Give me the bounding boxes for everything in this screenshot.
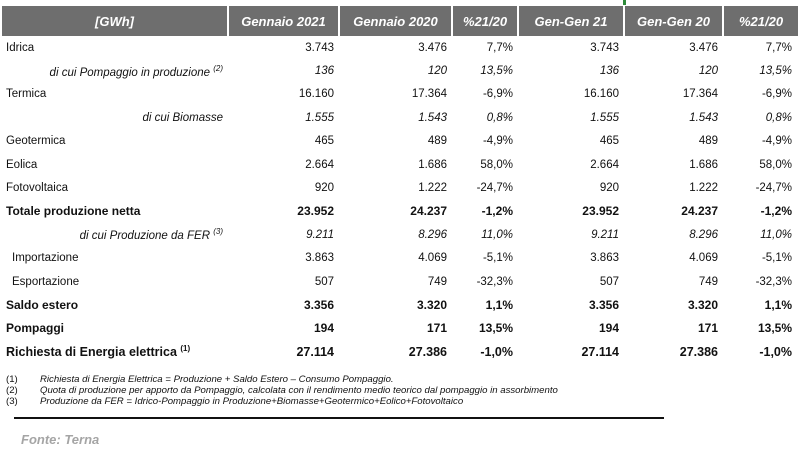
cell-value: 4.069 bbox=[689, 252, 718, 265]
cell-value: -24,7% bbox=[755, 182, 792, 195]
cell-value: 23.952 bbox=[297, 204, 334, 219]
header-unit: [GWh] bbox=[2, 6, 229, 36]
cell-value: 3.356 bbox=[303, 297, 334, 312]
cell-value: 0,8% bbox=[486, 111, 513, 124]
cell-value: 136 bbox=[599, 65, 619, 78]
cell-value: -4,9% bbox=[761, 135, 792, 148]
cell-value: 194 bbox=[313, 321, 334, 336]
cell-value: 1.686 bbox=[689, 158, 718, 171]
cell-value: 1,1% bbox=[485, 297, 513, 312]
cell-value: 4.069 bbox=[418, 252, 447, 265]
cell-value: 1.555 bbox=[590, 111, 619, 124]
cell-value: 3.356 bbox=[588, 297, 619, 312]
row-label-text: Pompaggi bbox=[6, 321, 65, 336]
row-label bbox=[2, 135, 229, 147]
cell-value: -6,9% bbox=[482, 88, 513, 101]
row-label-text: Totale produzione netta bbox=[6, 204, 141, 219]
footnote-ref: (1) bbox=[180, 344, 191, 354]
cell-value: 27.114 bbox=[581, 344, 619, 359]
cell-value: 8.296 bbox=[418, 228, 447, 241]
cell-value: 7,7% bbox=[486, 41, 513, 54]
row-label-text: Saldo estero bbox=[6, 297, 79, 312]
cell-value: 16.160 bbox=[583, 88, 619, 101]
cell-value: 11,0% bbox=[481, 228, 513, 241]
row-label-text: Idrica bbox=[6, 41, 35, 54]
row-label-text: Fotovoltaica bbox=[6, 182, 69, 195]
cell-value: 9.211 bbox=[591, 228, 619, 241]
cell-value: 17.364 bbox=[411, 88, 447, 101]
cell-value: 749 bbox=[427, 275, 447, 288]
row-label-text: di cui Biomasse bbox=[142, 111, 223, 124]
cell-value: 920 bbox=[599, 182, 619, 195]
footnote bbox=[6, 385, 558, 396]
cell-value: -32,3% bbox=[476, 275, 513, 288]
table-row bbox=[2, 106, 798, 129]
table-row bbox=[2, 153, 798, 176]
cell-value: 3.320 bbox=[687, 297, 718, 312]
footnote-number: (1) bbox=[6, 374, 18, 385]
cell-value: 920 bbox=[314, 182, 334, 195]
cell-value: 16.160 bbox=[298, 88, 334, 101]
cell-value: 7,7% bbox=[765, 41, 792, 54]
energy-table bbox=[2, 6, 798, 363]
cell-value: 465 bbox=[314, 135, 334, 148]
row-label bbox=[2, 159, 229, 171]
footnote bbox=[6, 396, 558, 407]
row-label-text: Esportazione bbox=[12, 275, 80, 288]
table-row bbox=[2, 247, 798, 270]
cell-value: 120 bbox=[698, 65, 718, 78]
row-label bbox=[2, 88, 229, 100]
cell-value: 13,5% bbox=[478, 321, 513, 336]
cell-value: 2.664 bbox=[590, 158, 619, 171]
header-pct-month: %21/20 bbox=[453, 6, 519, 36]
cell-value: -5,1% bbox=[761, 252, 792, 265]
cell-value: 1.222 bbox=[689, 182, 718, 195]
cell-value: 23.952 bbox=[582, 204, 619, 219]
cell-value: 1.555 bbox=[305, 111, 334, 124]
row-label-text: di cui Produzione da FER bbox=[79, 230, 211, 243]
cell-value: 3.476 bbox=[689, 41, 718, 54]
cell-value: 13,5% bbox=[480, 65, 513, 78]
cell-value: -1,2% bbox=[760, 204, 792, 219]
cell-value: -1,2% bbox=[481, 204, 513, 219]
cell-value: -4,9% bbox=[482, 135, 513, 148]
cell-value: 136 bbox=[314, 65, 334, 78]
table-body bbox=[2, 36, 798, 363]
cell-value: -5,1% bbox=[482, 252, 513, 265]
row-label bbox=[2, 42, 229, 54]
footnotes bbox=[6, 374, 558, 407]
table-row bbox=[2, 293, 798, 316]
cell-value: 3.320 bbox=[416, 297, 447, 312]
footnote-number: (3) bbox=[6, 396, 18, 407]
cell-value: 27.386 bbox=[408, 344, 447, 359]
row-label bbox=[2, 112, 229, 124]
cell-value: 11,0% bbox=[760, 228, 792, 241]
table-row bbox=[2, 317, 798, 340]
row-label bbox=[2, 182, 229, 194]
footnote-number: (2) bbox=[6, 385, 18, 396]
cell-value: -6,9% bbox=[761, 88, 792, 101]
row-label-text: Importazione bbox=[12, 252, 79, 265]
header-gennaio-2021: Gennaio 2021 bbox=[229, 6, 340, 36]
table-row bbox=[2, 176, 798, 199]
cell-value: 3.743 bbox=[590, 41, 619, 54]
row-label-text: Termica bbox=[6, 88, 47, 101]
cell-value: 13,5% bbox=[759, 65, 792, 78]
table-row bbox=[2, 340, 798, 363]
source-label: Fonte: Terna bbox=[21, 432, 100, 447]
cell-value: 120 bbox=[427, 65, 447, 78]
table-row bbox=[2, 223, 798, 246]
row-label bbox=[2, 276, 229, 288]
cell-value: 2.664 bbox=[305, 158, 334, 171]
table-row bbox=[2, 36, 798, 59]
header-gen-gen-20: Gen-Gen 20 bbox=[625, 6, 724, 36]
row-label bbox=[2, 321, 229, 335]
cell-value: 465 bbox=[599, 135, 619, 148]
row-label bbox=[2, 344, 229, 359]
cell-value: 8.296 bbox=[689, 228, 718, 241]
cell-value: 1.543 bbox=[689, 111, 718, 124]
cell-value: 24.237 bbox=[410, 204, 447, 219]
header-gen-gen-21: Gen-Gen 21 bbox=[519, 6, 625, 36]
cell-value: 489 bbox=[427, 135, 447, 148]
cell-value: 58,0% bbox=[759, 158, 792, 171]
row-label-text: Eolica bbox=[6, 158, 38, 171]
table-row bbox=[2, 59, 798, 82]
cell-value: 3.863 bbox=[305, 252, 334, 265]
table-row bbox=[2, 270, 798, 293]
cell-value: 3.863 bbox=[590, 252, 619, 265]
footnote-ref: (3) bbox=[213, 227, 223, 237]
table-row bbox=[2, 83, 798, 106]
cell-value: 507 bbox=[599, 275, 619, 288]
footnote-text: Quota di produzione per apporto da Pompaggio, calcolata con il rendimento medio teorico dal pompaggio in assorbimento bbox=[40, 385, 558, 396]
header-pct-ytd: %21/20 bbox=[724, 6, 798, 36]
cell-value: 3.743 bbox=[305, 41, 334, 54]
row-label-text: Geotermica bbox=[6, 135, 66, 148]
row-label bbox=[2, 298, 229, 312]
cell-value: 1,1% bbox=[764, 297, 792, 312]
cell-value: 489 bbox=[698, 135, 718, 148]
cell-value: -32,3% bbox=[755, 275, 792, 288]
cell-value: 171 bbox=[426, 321, 447, 336]
cell-value: 171 bbox=[697, 321, 718, 336]
cell-value: 194 bbox=[598, 321, 619, 336]
row-label bbox=[2, 252, 229, 264]
cell-value: -1,0% bbox=[480, 344, 513, 359]
row-label bbox=[2, 64, 229, 79]
row-label bbox=[2, 227, 229, 242]
table-row bbox=[2, 200, 798, 223]
cell-value: -1,0% bbox=[759, 344, 792, 359]
cell-value: -24,7% bbox=[476, 182, 513, 195]
row-label bbox=[2, 204, 229, 218]
cell-value: 1.543 bbox=[418, 111, 447, 124]
footnote-text: Produzione da FER = Idrico-Pompaggio in Produzione+Biomasse+Geotermico+Eolico+Fotovoltaico bbox=[40, 396, 464, 407]
cell-value: 17.364 bbox=[682, 88, 718, 101]
cell-value: 1.686 bbox=[418, 158, 447, 171]
cell-value: 27.114 bbox=[296, 344, 334, 359]
cell-value: 13,5% bbox=[757, 321, 792, 336]
cell-value: 27.386 bbox=[679, 344, 718, 359]
table-row bbox=[2, 130, 798, 153]
corner-mark bbox=[623, 0, 626, 5]
footnote-text: Richiesta di Energia Elettrica = Produzione + Saldo Estero – Consumo Pompaggio. bbox=[40, 374, 394, 385]
cell-value: 58,0% bbox=[480, 158, 513, 171]
cell-value: 9.211 bbox=[306, 228, 334, 241]
cell-value: 0,8% bbox=[765, 111, 792, 124]
footnote-ref: (2) bbox=[213, 63, 223, 73]
cell-value: 507 bbox=[314, 275, 334, 288]
row-label-text: Richiesta di Energia elettrica bbox=[6, 345, 177, 360]
table-header bbox=[2, 6, 798, 36]
divider bbox=[14, 417, 664, 419]
footnote bbox=[6, 374, 558, 385]
row-label-text: di cui Pompaggio in produzione bbox=[49, 66, 211, 79]
cell-value: 749 bbox=[698, 275, 718, 288]
cell-value: 3.476 bbox=[418, 41, 447, 54]
cell-value: 24.237 bbox=[681, 204, 718, 219]
header-gennaio-2020: Gennaio 2020 bbox=[340, 6, 453, 36]
cell-value: 1.222 bbox=[418, 182, 447, 195]
